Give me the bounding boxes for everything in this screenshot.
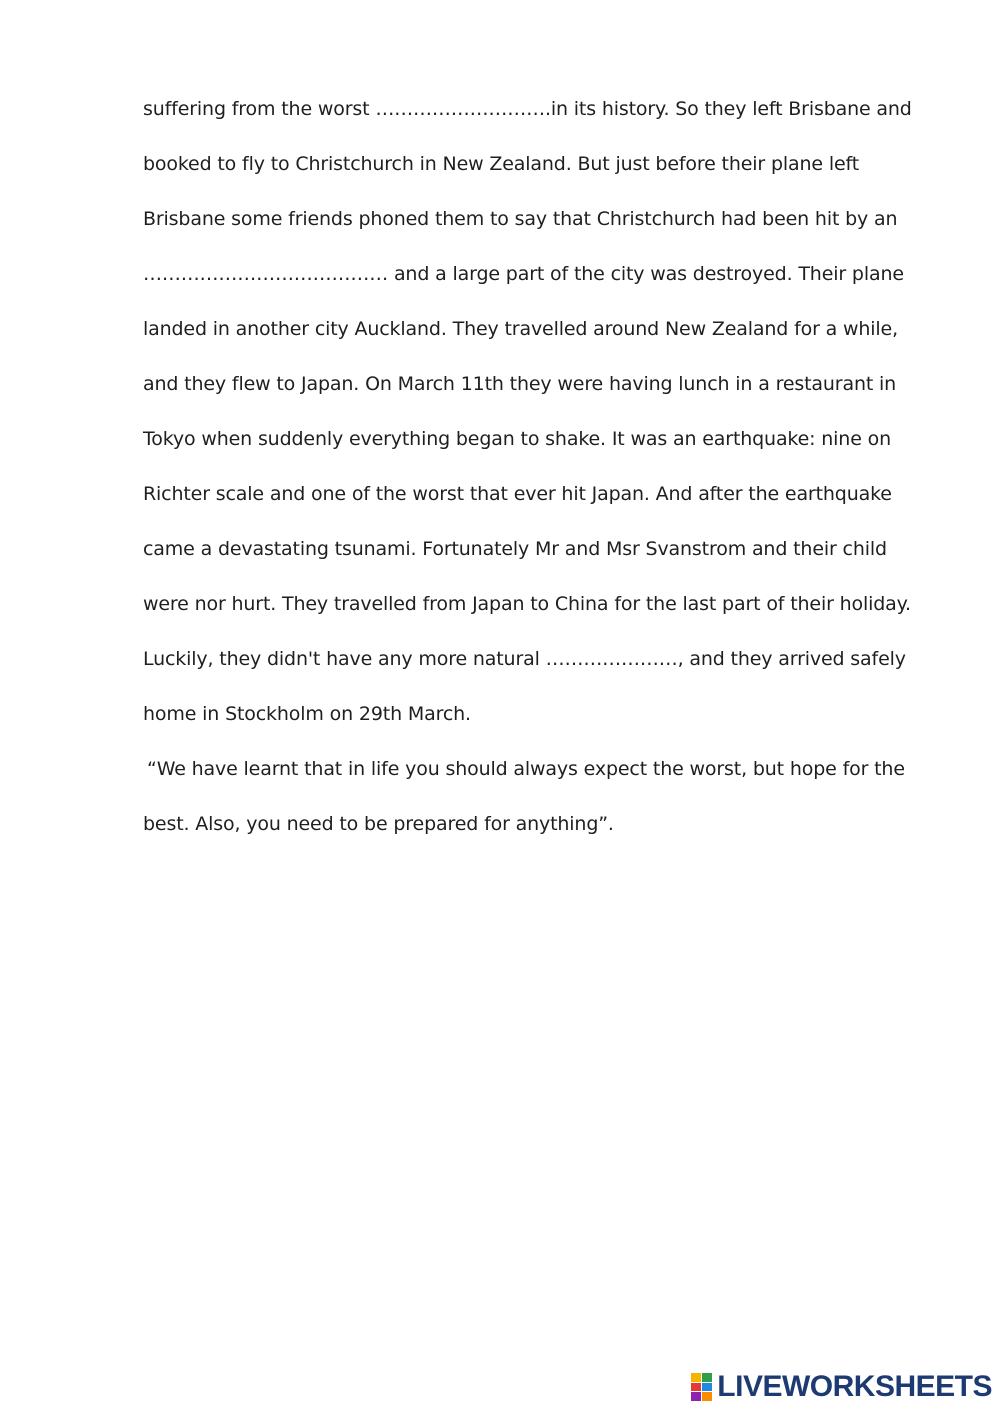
text-line: landed in another city Auckland. They travelled around New Zealand for a while, [143, 318, 898, 340]
text-line: came a devastating tsunami. Fortunately Mr and Msr Svanstrom and their child [143, 538, 887, 560]
story-text [143, 82, 933, 852]
text-line: were nor hurt. They travelled from Japan to China for the last part of their holiday. [143, 593, 911, 615]
text-line: Luckily, they didn't have any more natural …………………, and they arrived safely [143, 648, 906, 670]
liveworksheets-logo-icon [691, 1373, 713, 1401]
text-line: Brisbane some friends phoned them to say that Christchurch had been hit by an [143, 208, 898, 230]
text-line: Richter scale and one of the worst that ever hit Japan. And after the earthquake [143, 483, 892, 505]
text-line: “We have learnt that in life you should always expect the worst, but hope for the [147, 758, 905, 780]
text-line: Tokyo when suddenly everything began to shake. It was an earthquake: nine on [143, 428, 891, 450]
text-line: and they flew to Japan. On March 11th they were having lunch in a restaurant in [143, 373, 897, 395]
text-line: booked to fly to Christchurch in New Zealand. But just before their plane left [143, 153, 859, 175]
text-line: suffering from the worst ……………………….in its history. So they left Brisbane and [143, 98, 912, 120]
text-line: best. Also, you need to be prepared for anything”. [143, 813, 614, 835]
logo-wordmark: LIVEWORKSHEETS [717, 1370, 992, 1403]
text-line: home in Stockholm on 29th March. [143, 703, 471, 725]
liveworksheets-logo [691, 1369, 992, 1405]
text-line: ………………………………… and a large part of the city was destroyed. Their plane [143, 263, 904, 285]
